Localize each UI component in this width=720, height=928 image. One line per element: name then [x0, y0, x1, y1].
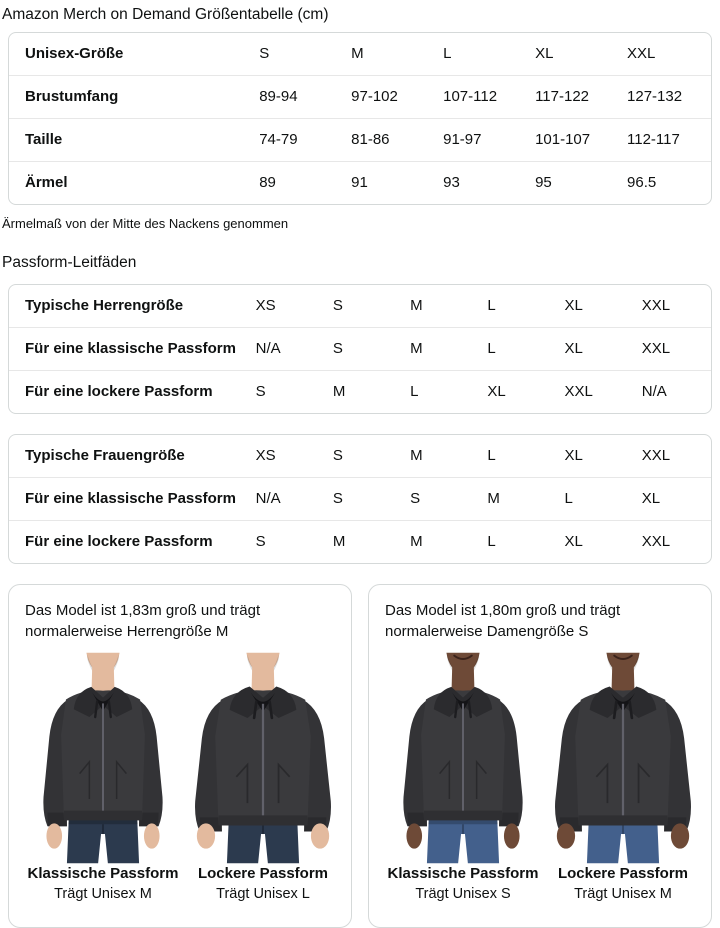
row-label: Für eine lockere Passform — [9, 521, 248, 564]
table-cell: M — [479, 478, 556, 521]
table-cell: S — [402, 478, 479, 521]
table-cell: 107-112 — [435, 76, 527, 119]
table-cell: XXL — [634, 328, 711, 371]
table-cell: S — [325, 478, 402, 521]
table-cell: 91-97 — [435, 119, 527, 162]
table-cell: S — [332, 447, 343, 464]
table-cell: XXL — [641, 297, 671, 314]
men-fit-table — [8, 284, 712, 414]
table-cell: 95 — [527, 162, 619, 205]
fit-title: Lockere Passform — [197, 865, 329, 882]
table-cell: XS — [255, 297, 276, 314]
figure-loose-fit — [545, 652, 701, 904]
table-cell: XXL — [627, 45, 656, 62]
table-cell: 89 — [251, 162, 343, 205]
size-table — [8, 32, 712, 205]
table-row-waist — [9, 119, 711, 162]
table-cell: N/A — [248, 478, 325, 521]
sleeve-note: Ärmelmaß von der Mitte des Nackens genommen — [2, 216, 289, 231]
women-fit-table — [8, 434, 712, 564]
table-cell: XL — [564, 297, 583, 314]
table-cell: S — [248, 371, 325, 414]
table-row-classic-fit — [9, 478, 711, 521]
figures-row — [25, 652, 341, 904]
table-cell: XXL — [634, 521, 711, 564]
table-cell: 101-107 — [527, 119, 619, 162]
table-cell: M — [410, 297, 423, 314]
row-label: Typische Herrengröße — [25, 297, 184, 314]
table-cell: 97-102 — [343, 76, 435, 119]
table-cell: XL — [535, 45, 554, 62]
row-label: Für eine klassische Passform — [9, 478, 248, 521]
figure-loose-fit — [185, 652, 341, 904]
fit-subtitle: Trägt Unisex L — [216, 886, 310, 902]
table-row-sleeve — [9, 162, 711, 205]
table-cell: 127-132 — [619, 76, 711, 119]
fit-subtitle: Trägt Unisex M — [574, 886, 672, 902]
row-label: Für eine lockere Passform — [9, 371, 248, 414]
table-row-loose-fit — [9, 521, 711, 564]
model-card-men — [8, 584, 352, 928]
fit-title: Klassische Passform — [387, 865, 539, 882]
table-cell: S — [325, 328, 402, 371]
table-cell: L — [487, 297, 496, 314]
table-cell: 91 — [343, 162, 435, 205]
table-cell: L — [402, 371, 479, 414]
model-image-women-classic — [385, 652, 541, 864]
table-cell: M — [351, 45, 364, 62]
table-cell: XL — [479, 371, 556, 414]
table-cell: N/A — [634, 371, 711, 414]
table-cell: L — [479, 328, 556, 371]
table-cell: S — [259, 45, 270, 62]
table-cell: 96.5 — [619, 162, 711, 205]
page-title: Amazon Merch on Demand Größentabelle (cm) — [2, 6, 329, 23]
figures-row — [385, 652, 701, 904]
row-label: Für eine klassische Passform — [9, 328, 248, 371]
table-row-typical-women-size — [9, 435, 711, 478]
table-cell: 112-117 — [619, 119, 711, 162]
model-image-women-loose — [545, 652, 701, 864]
table-cell: XXL — [557, 371, 634, 414]
row-label: Brustumfang — [9, 76, 251, 119]
row-label: Typische Frauengröße — [25, 447, 185, 464]
table-cell: L — [487, 447, 496, 464]
table-cell: 117-122 — [527, 76, 619, 119]
table-cell: M — [410, 447, 423, 464]
table-cell: M — [402, 521, 479, 564]
table-cell: 93 — [435, 162, 527, 205]
table-cell: S — [332, 297, 343, 314]
figure-classic-fit — [385, 652, 541, 904]
model-image-men-loose — [185, 652, 341, 864]
model-card-description: Das Model ist 1,83m groß und trägt normalerweise Herrengröße M — [25, 602, 261, 640]
table-cell: L — [557, 478, 634, 521]
section-heading-fit-guides: Passform-Leitfäden — [2, 254, 137, 271]
fit-subtitle: Trägt Unisex M — [54, 886, 152, 902]
model-card-description: Das Model ist 1,80m groß und trägt normalerweise Damengröße S — [385, 602, 621, 640]
table-cell: 81-86 — [343, 119, 435, 162]
row-label: Taille — [9, 119, 251, 162]
table-row-chest — [9, 76, 711, 119]
table-cell: XXL — [641, 447, 671, 464]
table-row-loose-fit — [9, 371, 711, 414]
table-row-typical-men-size — [9, 285, 711, 328]
table-cell: XS — [255, 447, 276, 464]
fit-title: Klassische Passform — [27, 865, 179, 882]
model-image-men-classic — [25, 652, 181, 864]
table-cell: L — [479, 521, 556, 564]
table-cell: M — [402, 328, 479, 371]
table-cell: M — [325, 521, 402, 564]
table-cell: S — [248, 521, 325, 564]
table-cell: 74-79 — [251, 119, 343, 162]
table-cell: XL — [564, 447, 583, 464]
table-cell: XL — [634, 478, 711, 521]
model-card-women — [368, 584, 712, 928]
table-cell: N/A — [248, 328, 325, 371]
table-cell: M — [325, 371, 402, 414]
row-label: Ärmel — [9, 162, 251, 205]
table-cell: L — [443, 45, 452, 62]
table-row-classic-fit — [9, 328, 711, 371]
fit-subtitle: Trägt Unisex S — [415, 886, 511, 902]
table-cell: XL — [557, 521, 634, 564]
figure-classic-fit — [25, 652, 181, 904]
model-cards-row — [8, 584, 712, 928]
table-row-unisex-size — [9, 33, 711, 76]
table-cell: 89-94 — [251, 76, 343, 119]
fit-title: Lockere Passform — [557, 865, 689, 882]
row-label: Unisex-Größe — [25, 45, 124, 62]
table-cell: XL — [557, 328, 634, 371]
